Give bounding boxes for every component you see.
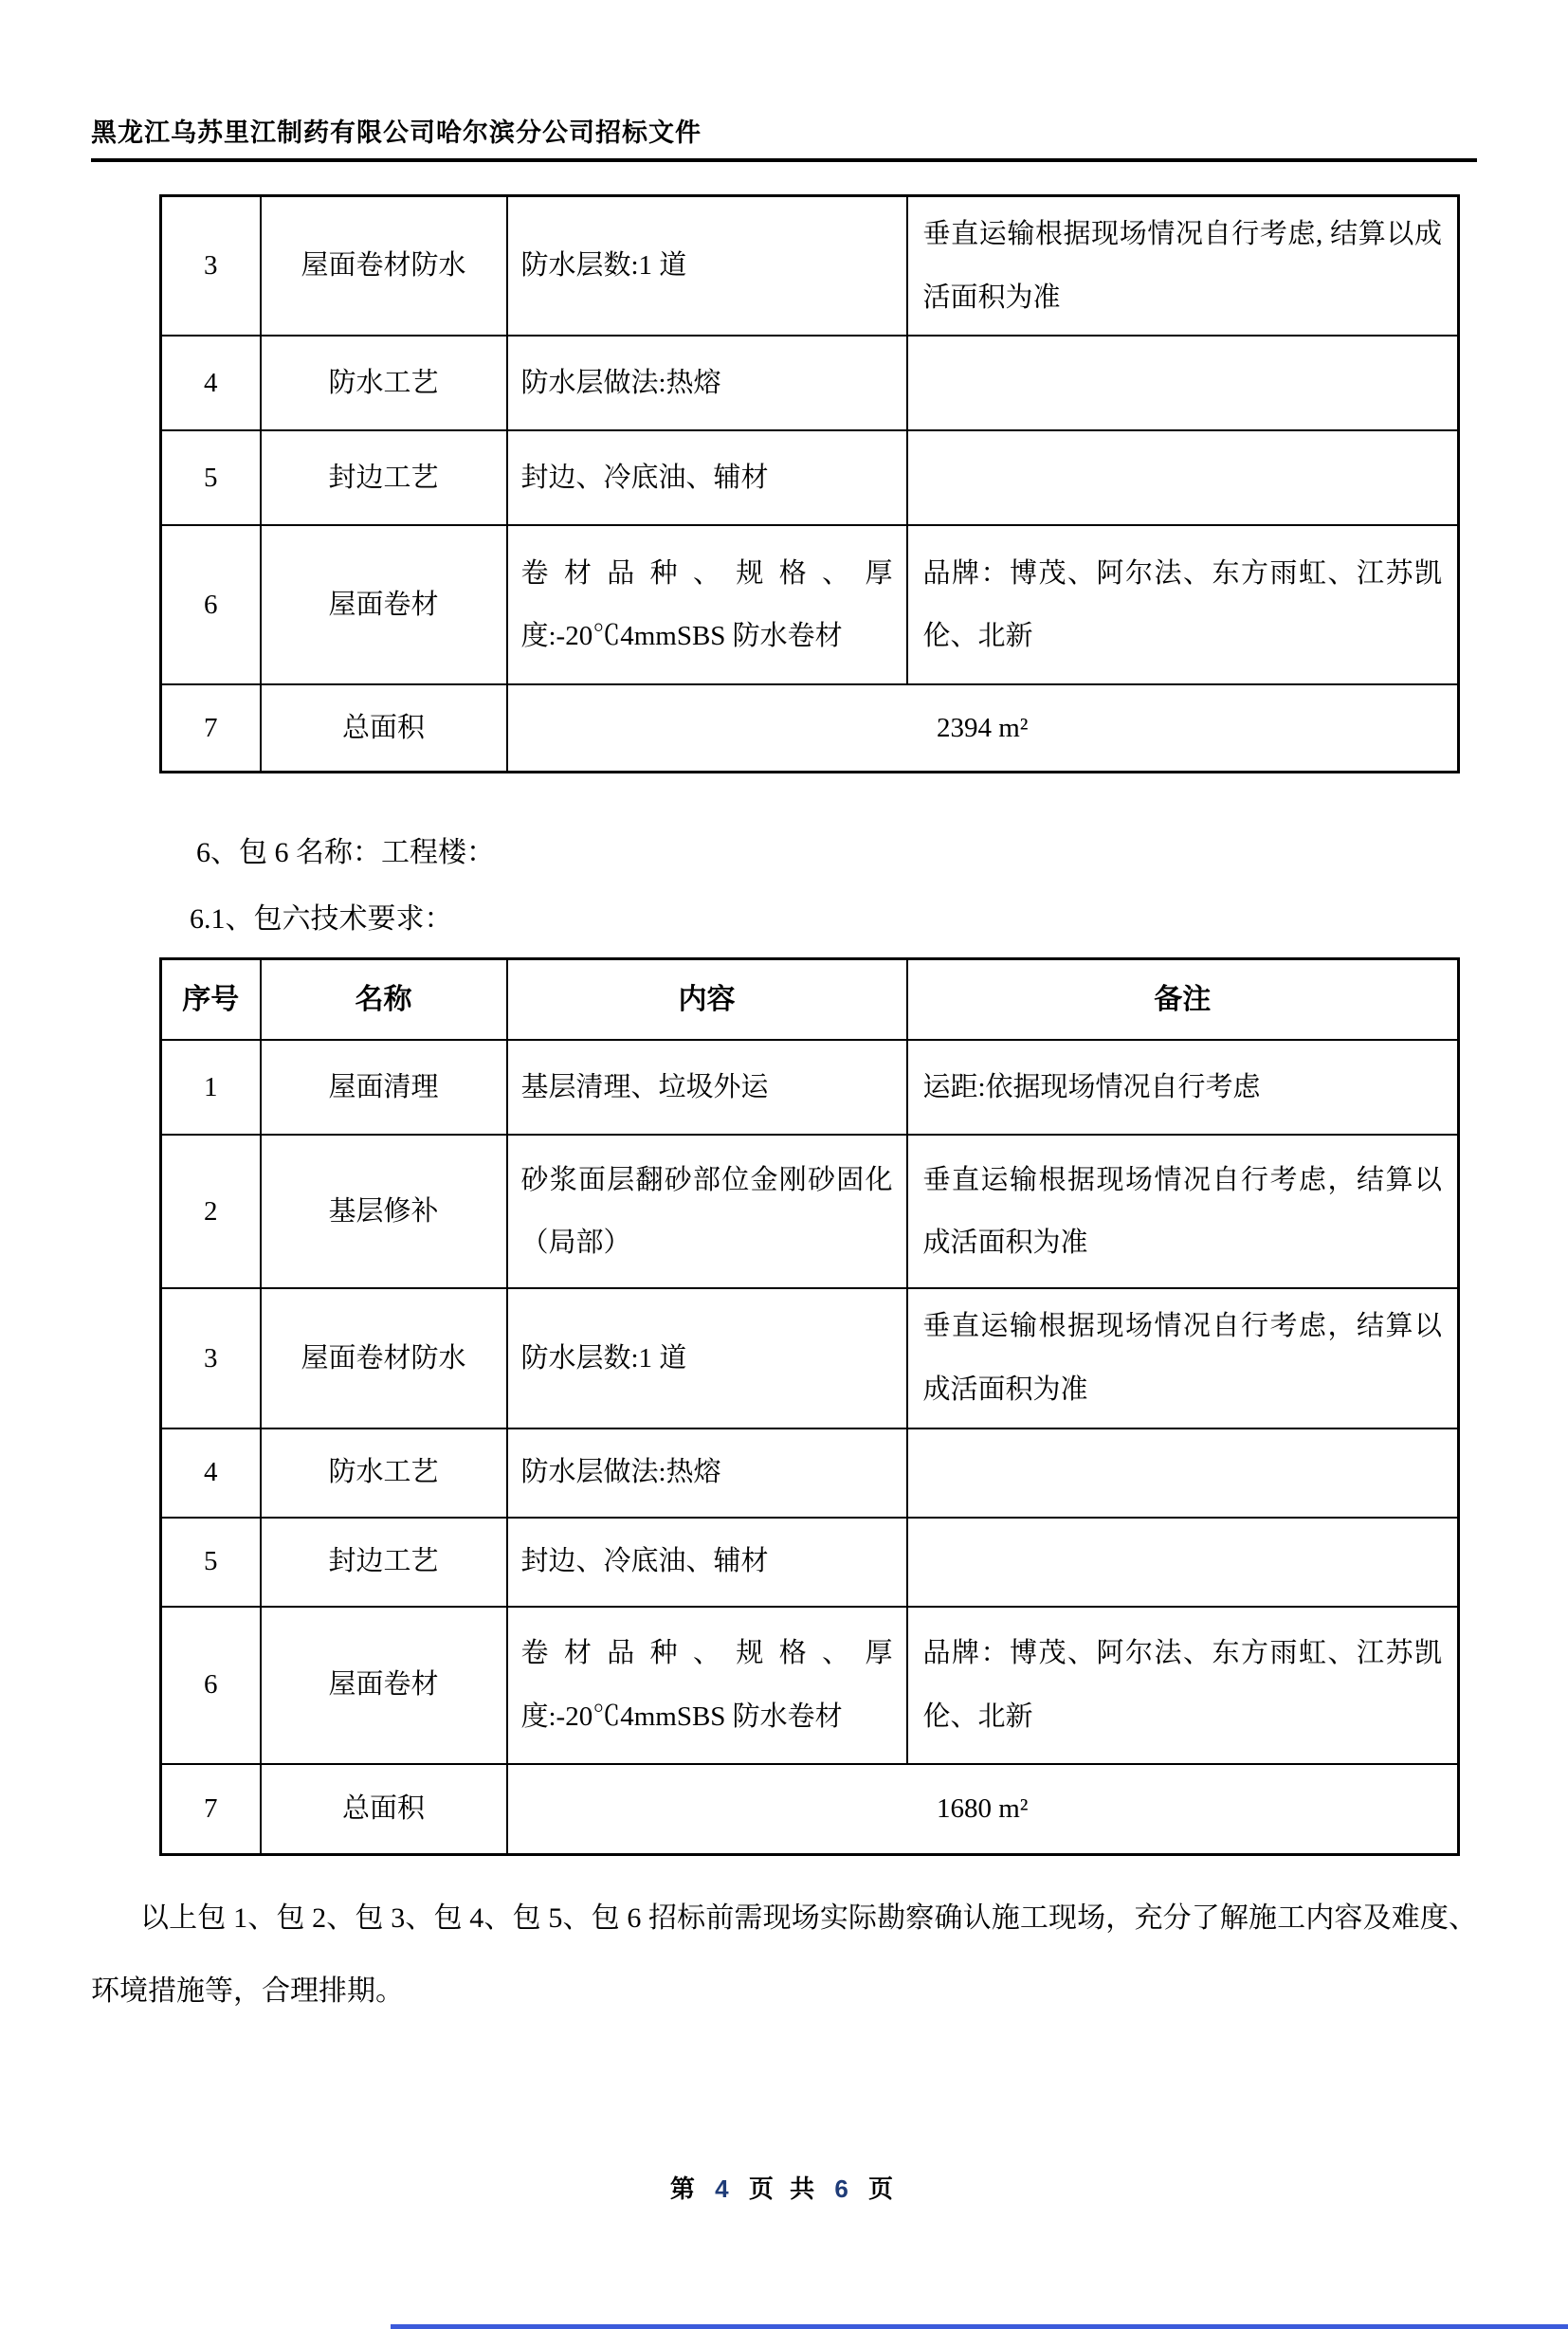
header-seq: 序号 [161, 958, 261, 1040]
table-row [161, 430, 1459, 525]
cell-remark [907, 430, 1459, 525]
cell-remark [907, 1428, 1459, 1518]
cell-content: 基层清理、垃圾外运 [507, 1040, 907, 1135]
cell-name: 屋面卷材 [261, 525, 507, 684]
cell-seq: 3 [161, 196, 261, 337]
table-row [161, 1607, 1459, 1764]
cell-remark: 品牌：博茂、阿尔法、东方雨虹、江苏凯伦、北新 [907, 1607, 1459, 1764]
cell-content: 封边、冷底油、辅材 [507, 430, 907, 525]
cell-remark: 垂直运输根据现场情况自行考虑，结算以成活面积为准 [907, 1135, 1459, 1288]
cell-seq: 5 [161, 1518, 261, 1607]
cell-seq: 1 [161, 1040, 261, 1135]
cell-remark [907, 1518, 1459, 1607]
table-row [161, 1135, 1459, 1288]
closing-paragraph: 以上包 1、包 2、包 3、包 4、包 5、包 6 招标前需现场实际勘察确认施工现场，充分了解施工内容及难度、环境措施等，合理排期。 [91, 1902, 1477, 2007]
table-row [161, 1040, 1459, 1135]
cell-content: 卷材品种、规格、厚度:-20℃4mmSBS 防水卷材 [507, 1607, 907, 1764]
page-footer-prefix: 第 [669, 2174, 700, 2204]
cell-name: 总面积 [261, 684, 507, 772]
cell-name: 封边工艺 [261, 430, 507, 525]
header-content: 内容 [507, 958, 907, 1040]
table-row [161, 1428, 1459, 1518]
cell-name: 防水工艺 [261, 336, 507, 430]
document-header-note: 黑龙江乌苏里江制药有限公司哈尔滨分公司招标文件 [91, 112, 1477, 162]
section-pkg6-title: 6、包 6 名称：工程楼： [196, 836, 495, 868]
cell-name: 屋面清理 [261, 1040, 507, 1135]
table-row-total [161, 1764, 1459, 1855]
cell-seq: 6 [161, 1607, 261, 1764]
header-remark: 备注 [907, 958, 1459, 1040]
cell-name: 封边工艺 [261, 1518, 507, 1607]
cell-seq: 7 [161, 1764, 261, 1855]
cell-remark [907, 336, 1459, 430]
page-footer-current-page: 4 [715, 2174, 734, 2204]
cell-content: 防水层做法:热熔 [507, 336, 907, 430]
table-row [161, 196, 1459, 337]
cell-name: 防水工艺 [261, 1428, 507, 1518]
page-footer-suffix: 页 [868, 2174, 899, 2204]
table-row [161, 1518, 1459, 1607]
cell-remark: 运距:依据现场情况自行考虑 [907, 1040, 1459, 1135]
page-footer-total-pages: 6 [834, 2174, 853, 2204]
page-footer-middle: 页 共 [748, 2174, 820, 2204]
cell-seq: 5 [161, 430, 261, 525]
bottom-edge-artifact [391, 2324, 1568, 2329]
cell-seq: 4 [161, 336, 261, 430]
cell-name: 屋面卷材防水 [261, 196, 507, 337]
cell-remark: 品牌：博茂、阿尔法、东方雨虹、江苏凯伦、北新 [907, 525, 1459, 684]
cell-content: 防水层数:1 道 [507, 196, 907, 337]
table-row [161, 525, 1459, 684]
cell-content: 砂浆面层翻砂部位金刚砂固化（局部） [507, 1135, 907, 1288]
table-header-row [161, 958, 1459, 1040]
cell-name: 屋面卷材防水 [261, 1288, 507, 1428]
table-row-total [161, 684, 1459, 772]
page-number-footer [0, 2170, 1568, 2205]
cell-content: 防水层数:1 道 [507, 1288, 907, 1428]
section-pkg6-req-title: 6.1、包六技术要求： [190, 902, 453, 935]
cell-name: 屋面卷材 [261, 1607, 507, 1764]
cell-seq: 7 [161, 684, 261, 772]
cell-remark: 垂直运输根据现场情况自行考虑, 结算以成活面积为准 [907, 196, 1459, 337]
cell-seq: 6 [161, 525, 261, 684]
cell-content: 防水层做法:热熔 [507, 1428, 907, 1518]
cell-seq: 2 [161, 1135, 261, 1288]
cell-content: 卷材品种、规格、厚度:-20℃4mmSBS 防水卷材 [507, 525, 907, 684]
cell-name: 基层修补 [261, 1135, 507, 1288]
pkg6-requirements-table [159, 957, 1460, 1856]
table-row [161, 1288, 1459, 1428]
cell-seq: 4 [161, 1428, 261, 1518]
cell-content: 封边、冷底油、辅材 [507, 1518, 907, 1607]
header-name: 名称 [261, 958, 507, 1040]
table-row [161, 336, 1459, 430]
cell-remark: 垂直运输根据现场情况自行考虑，结算以成活面积为准 [907, 1288, 1459, 1428]
cell-total-area: 2394 m² [507, 684, 1459, 772]
document-page [0, 112, 1568, 2329]
cell-total-area: 1680 m² [507, 1764, 1459, 1855]
pkg5-requirements-table [159, 194, 1460, 773]
cell-name: 总面积 [261, 1764, 507, 1855]
cell-seq: 3 [161, 1288, 261, 1428]
